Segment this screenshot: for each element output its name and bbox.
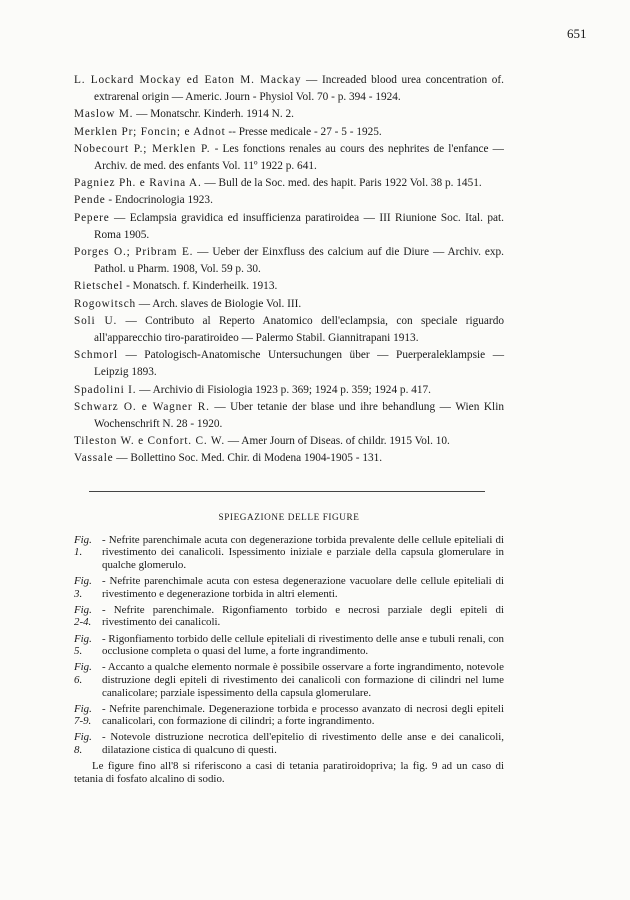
reference-text: — Monatschr. Kinderh. 1914 N. 2. <box>133 108 294 121</box>
reference-author: L. Lockard Mockay ed Eaton M. Mackay <box>74 74 302 86</box>
page-number: 651 <box>567 26 587 41</box>
figure-caption <box>74 703 504 728</box>
reference-author: Pende <box>74 194 106 207</box>
reference-entry <box>74 278 504 295</box>
reference-author: Schmorl <box>74 349 118 362</box>
figure-caption <box>74 534 504 572</box>
figure-text: - Nefrite parenchimale. Rigonfiamento torbido e necrosi parziale degli epiteli di rivestimento dei canalicoli. <box>102 603 504 629</box>
figure-text: - Nefrite parenchimale acuta con degenerazione torbida prevalente delle cellule epiteliali di rivestimento dei canalicoli. Ispessimento iniziale e parziale della capsula glomerulare in qualche glomerulo. <box>102 533 504 571</box>
reference-text: — Uber tetanie der blase und ihre behandlung — Wien Klin Wochenschrift N. 28 - 1920. <box>94 400 504 431</box>
figure-caption <box>74 633 504 658</box>
reference-entry <box>74 175 504 192</box>
figure-label: Fig. 1. <box>74 533 92 559</box>
reference-author: Vassale <box>74 452 114 465</box>
reference-text: — Amer Journ of Diseas. of childr. 1915 Vol. 10. <box>224 435 450 448</box>
reference-text: -- Presse medicale - 27 - 5 - 1925. <box>225 125 382 138</box>
reference-entry <box>74 141 504 175</box>
section-heading: SPIEGAZIONE DELLE FIGURE <box>218 512 360 522</box>
figure-text: - Notevole distruzione necrotica dell'epitelio di rivestimento delle anse e dei canalicoli, dilatazione cistica di qualcuno di questi. <box>102 731 504 757</box>
figure-label: Fig. 2-4. <box>74 603 92 629</box>
figure-label: Fig. 6. <box>74 661 92 686</box>
reference-author: Maslow M. <box>74 108 134 121</box>
reference-entry <box>74 106 504 123</box>
figure-caption <box>74 604 504 629</box>
reference-text: - Monatsch. f. Kinderheilk. 1913. <box>123 280 278 293</box>
reference-text: — Bull de la Soc. med. des hapit. Paris 1922 Vol. 38 p. 1451. <box>201 177 482 190</box>
figure-caption <box>74 575 504 600</box>
figure-text: - Nefrite parenchimale acuta con estesa degenerazione vacuolare delle cellule epiteliali di rivestimento e degenerazione torbida in altri elementi. <box>102 574 504 600</box>
reference-text: — Ueber der Einxfluss des calcium auf die Diure — Archiv. exp. Pathol. u Pharm. 1908, Vol. 59 p. 30. <box>94 246 504 276</box>
bibliography <box>74 72 504 468</box>
figure-caption <box>74 731 504 756</box>
reference-entry <box>74 296 504 313</box>
reference-text: — Eclampsia gravidica ed insufficienza paratiroidea — III Riunione Soc. Ital. pat. Roma 1905. <box>94 211 504 241</box>
section-divider <box>89 491 485 492</box>
reference-author: Pepere <box>74 211 110 224</box>
figure-text: - Accanto a qualche elemento normale è possibile osservare a forte ingrandimento, notevole distruzione degli epiteli di rivestimento dei canalicoli con formazione di cilindri nel lume canalicolare; parziale ispessimento della capsula glomerulare. <box>102 661 504 699</box>
reference-text: - Endocrinologia 1923. <box>105 194 213 207</box>
reference-author: Rietschel <box>74 280 124 293</box>
figure-explanations <box>74 511 504 785</box>
reference-entry <box>74 399 504 433</box>
reference-text: — Arch. slaves de Biologie Vol. III. <box>135 297 302 310</box>
reference-entry <box>74 382 504 399</box>
reference-text: — Patologisch-Anatomische Untersuchungen über — Puerperaleklampsie — Leipzig 1893. <box>94 349 504 379</box>
figure-label: Fig. 8. <box>74 731 92 757</box>
reference-author: Merklen Pr; Foncin; e Adnot <box>74 125 226 138</box>
reference-entry <box>74 244 504 278</box>
figure-caption <box>74 661 504 699</box>
reference-text: — Bollettino Soc. Med. Chir. di Modena 1904-1905 - 131. <box>113 452 383 465</box>
reference-entry <box>74 124 504 141</box>
reference-text: - Les fonctions renales au cours des nephrites de l'enfance — Archiv. de med. des enfants Vol. 11º 1922 p. 641. <box>94 142 504 173</box>
reference-author: Schwarz O. e Wagner R. <box>74 400 210 413</box>
reference-entry <box>74 433 504 450</box>
reference-text: — Increaded blood urea concentration of. extrarenal origin — Americ. Journ - Physiol Vol. 70 - p. 394 - 1924. <box>94 74 505 104</box>
closing-note: Le figure fino all'8 si riferiscono a casi di tetania paratiroidopriva; la fig. 9 ad un caso di tetania di fosfato alcalino di sodio. <box>74 760 504 785</box>
reference-entry <box>74 210 504 244</box>
reference-author: Soli U. <box>74 314 118 327</box>
reference-entry <box>74 347 504 381</box>
reference-author: Pagniez Ph. e Ravina A. <box>74 177 202 190</box>
reference-text: — Contributo al Reperto Anatomico dell'eclampsia, con speciale riguardo all'apparecchio tiro-paratiroideo — Palermo Stabil. Giannitrapani 1913. <box>94 314 504 345</box>
reference-entry <box>74 450 504 467</box>
reference-author: Rogowitsch <box>74 297 136 310</box>
reference-entry <box>74 313 504 347</box>
reference-author: Tileston W. e Confort. C. W. <box>74 435 225 448</box>
figure-text: - Nefrite parenchimale. Degenerazione torbida e processo avanzato di necrosi degli epiteli canalicolari, con formazione di cilindri; a forte ingrandimento. <box>102 702 504 728</box>
reference-entry <box>74 192 504 209</box>
reference-text: — Archivio di Fisiologia 1923 p. 369; 1924 p. 359; 1924 p. 417. <box>136 383 431 396</box>
reference-entry <box>74 72 504 106</box>
figure-text: - Rigonfiamento torbido delle cellule epiteliali di rivestimento delle anse e tubuli renali, con occlusione completa o quasi del lume, a forte ingrandimento. <box>102 632 504 658</box>
reference-author: Spadolini I. <box>74 383 137 396</box>
figure-label: Fig. 5. <box>74 632 92 658</box>
figure-label: Fig. 3. <box>74 574 92 600</box>
figure-label: Fig. 7-9. <box>74 702 92 728</box>
reference-author: Nobecourt P.; Merklen P. <box>74 142 211 155</box>
reference-author: Porges O.; Pribram E. <box>74 246 194 259</box>
